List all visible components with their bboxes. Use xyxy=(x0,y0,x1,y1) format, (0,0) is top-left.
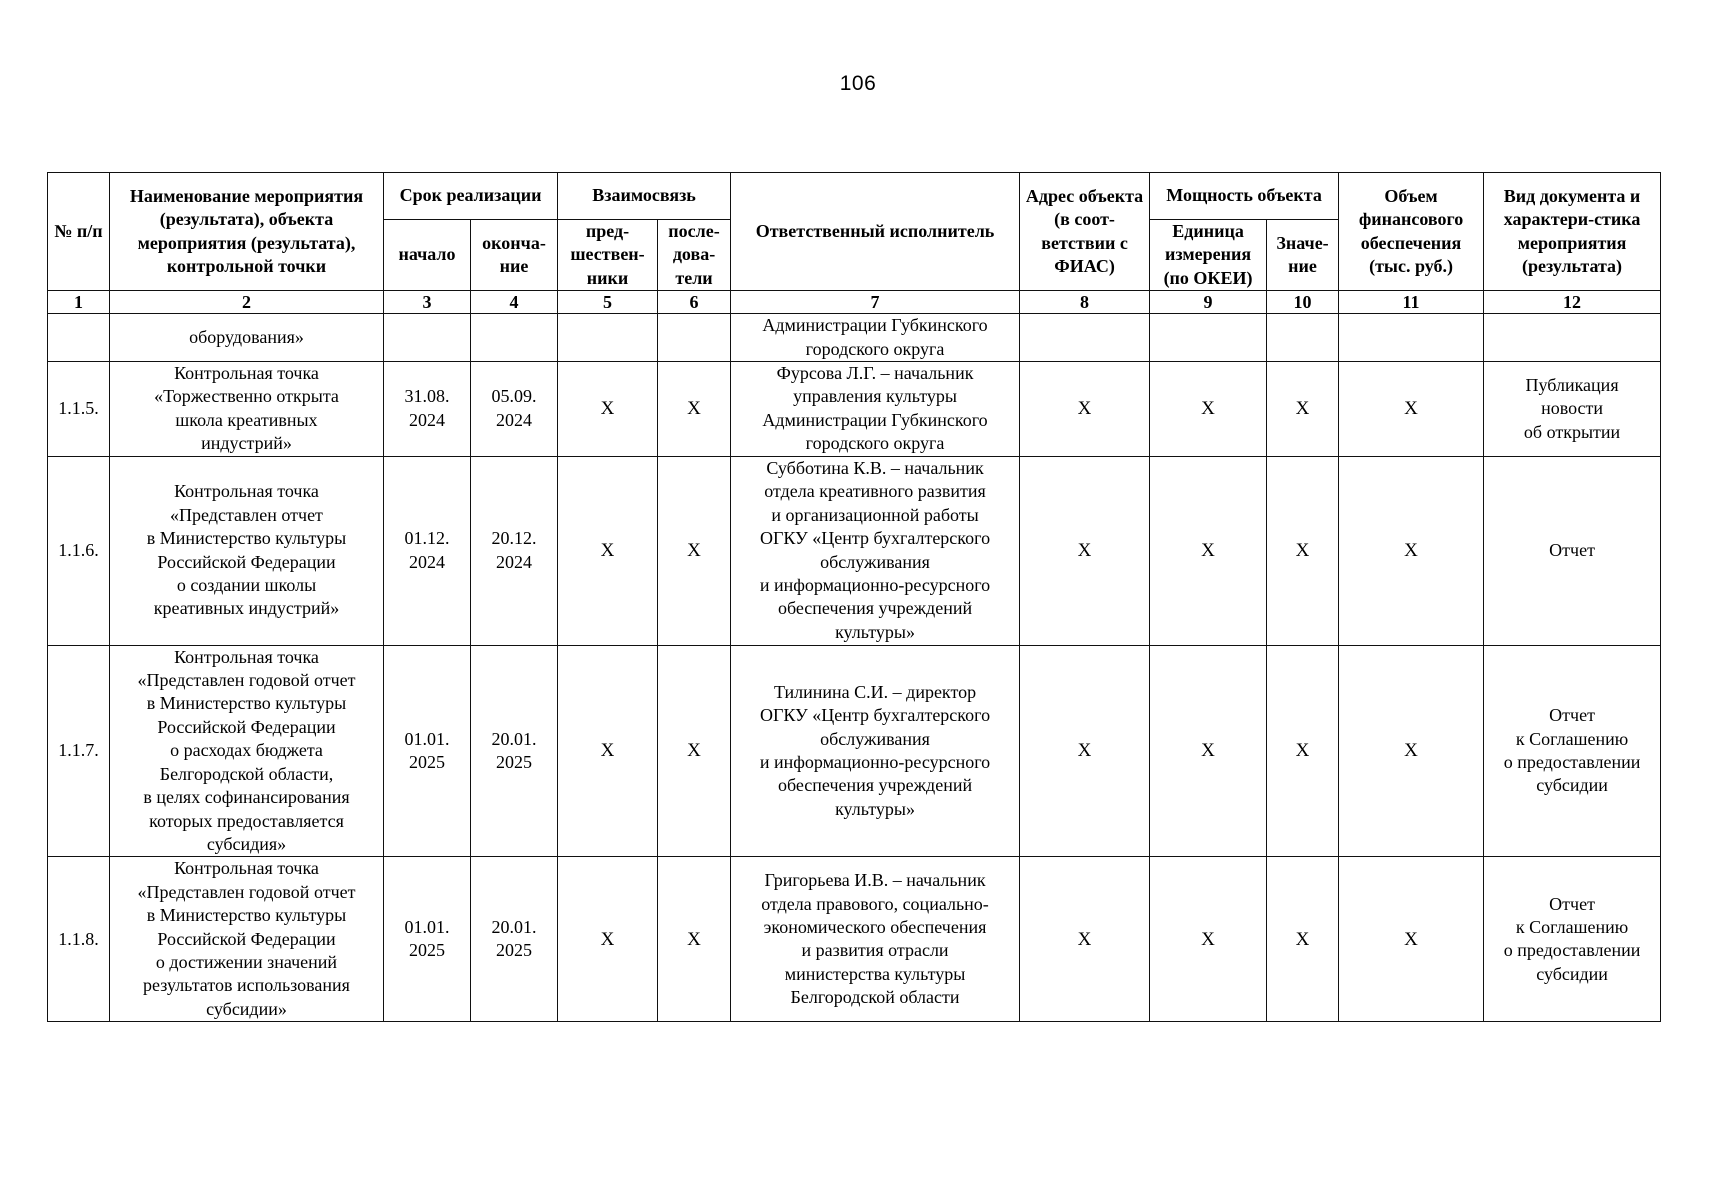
column-number: 7 xyxy=(731,291,1020,314)
header-relation: Взаимосвязь xyxy=(558,173,731,220)
row-name: Контрольная точка «Торжественно открыта школа креативных индустрий» xyxy=(110,362,384,457)
row-unit: X xyxy=(1150,456,1267,645)
header-value: Значе- ние xyxy=(1267,220,1339,291)
row-start-date: 01.12. 2024 xyxy=(384,456,471,645)
row-number xyxy=(48,314,110,362)
header-end: оконча- ние xyxy=(471,220,558,291)
row-unit: X xyxy=(1150,362,1267,457)
row-finance: X xyxy=(1339,456,1484,645)
row-responsible: Фурсова Л.Г. – начальник управления культуры Администрации Губкинского городского округа xyxy=(731,362,1020,457)
column-number: 9 xyxy=(1150,291,1267,314)
header-name: Наименование мероприятия (результата), объекта мероприятия (результата), контрольной точки xyxy=(110,173,384,291)
row-responsible: Григорьева И.В. – начальник отдела правового, социально- экономического обеспечения и развития отрасли министерства культуры Белгородской области xyxy=(731,857,1020,1022)
row-document: Отчет xyxy=(1484,456,1661,645)
row-successors: X xyxy=(658,857,731,1022)
column-number: 1 xyxy=(48,291,110,314)
table-row xyxy=(48,314,1661,362)
row-start-date: 01.01. 2025 xyxy=(384,857,471,1022)
row-address: X xyxy=(1020,857,1150,1022)
row-value: X xyxy=(1267,362,1339,457)
row-predecessors xyxy=(558,314,658,362)
row-address: X xyxy=(1020,645,1150,857)
row-document: Отчет к Соглашению о предоставлении субсидии xyxy=(1484,645,1661,857)
table-row xyxy=(48,456,1661,645)
row-number: 1.1.7. xyxy=(48,645,110,857)
header-finance: Объем финансового обеспечения (тыс. руб.) xyxy=(1339,173,1484,291)
row-name: Контрольная точка «Представлен годовой отчет в Министерство культуры Российской Федерации о достижении значений результатов использования субсидии» xyxy=(110,857,384,1022)
row-number: 1.1.8. xyxy=(48,857,110,1022)
row-number: 1.1.6. xyxy=(48,456,110,645)
row-name: Контрольная точка «Представлен отчет в Министерство культуры Российской Федерации о создании школы креативных индустрий» xyxy=(110,456,384,645)
row-predecessors: X xyxy=(558,362,658,457)
row-predecessors: X xyxy=(558,857,658,1022)
header-address: Адрес объекта (в соот-ветствии с ФИАС) xyxy=(1020,173,1150,291)
row-responsible: Тилинина С.И. – директор ОГКУ «Центр бухгалтерского обслуживания и информационно-ресурсного обеспечения учреждений культуры» xyxy=(731,645,1020,857)
header-predecessors: пред- шествен- ники xyxy=(558,220,658,291)
header-successors: после- дова- тели xyxy=(658,220,731,291)
row-successors: X xyxy=(658,362,731,457)
row-start-date xyxy=(384,314,471,362)
column-number: 10 xyxy=(1267,291,1339,314)
row-start-date: 31.08. 2024 xyxy=(384,362,471,457)
row-document: Отчет к Соглашению о предоставлении субсидии xyxy=(1484,857,1661,1022)
page-number: 106 xyxy=(839,72,877,95)
table-row xyxy=(48,857,1661,1022)
row-successors xyxy=(658,314,731,362)
row-end-date: 20.12. 2024 xyxy=(471,456,558,645)
column-number: 4 xyxy=(471,291,558,314)
column-number: 2 xyxy=(110,291,384,314)
row-address: X xyxy=(1020,362,1150,457)
column-number: 5 xyxy=(558,291,658,314)
header-num: № п/п xyxy=(48,173,110,291)
implementation-plan-table xyxy=(47,172,1661,1022)
row-finance: X xyxy=(1339,857,1484,1022)
row-responsible: Администрации Губкинского городского округа xyxy=(731,314,1020,362)
row-address: X xyxy=(1020,456,1150,645)
column-number: 11 xyxy=(1339,291,1484,314)
row-successors: X xyxy=(658,645,731,857)
row-responsible: Субботина К.В. – начальник отдела креативного развития и организационной работы ОГКУ «Центр бухгалтерского обслуживания и информационно-ресурсного обеспечения учреждений культуры» xyxy=(731,456,1020,645)
row-finance: X xyxy=(1339,362,1484,457)
row-number: 1.1.5. xyxy=(48,362,110,457)
row-finance xyxy=(1339,314,1484,362)
row-document: Публикация новости об открытии xyxy=(1484,362,1661,457)
row-value: X xyxy=(1267,645,1339,857)
row-unit: X xyxy=(1150,645,1267,857)
row-start-date: 01.01. 2025 xyxy=(384,645,471,857)
header-doctype: Вид документа и характери-стика мероприятия (результата) xyxy=(1484,173,1661,291)
column-number: 8 xyxy=(1020,291,1150,314)
header-capacity: Мощность объекта xyxy=(1150,173,1339,220)
table-row xyxy=(48,362,1661,457)
header-responsible: Ответственный исполнитель xyxy=(731,173,1020,291)
row-unit xyxy=(1150,314,1267,362)
header-period: Срок реализации xyxy=(384,173,558,220)
header-unit: Единица измерения (по ОКЕИ) xyxy=(1150,220,1267,291)
column-number: 12 xyxy=(1484,291,1661,314)
row-value xyxy=(1267,314,1339,362)
column-number: 3 xyxy=(384,291,471,314)
row-end-date xyxy=(471,314,558,362)
table-row xyxy=(48,645,1661,857)
row-unit: X xyxy=(1150,857,1267,1022)
row-end-date: 20.01. 2025 xyxy=(471,857,558,1022)
header-start: начало xyxy=(384,220,471,291)
row-predecessors: X xyxy=(558,456,658,645)
row-name: оборудования» xyxy=(110,314,384,362)
row-predecessors: X xyxy=(558,645,658,857)
row-successors: X xyxy=(658,456,731,645)
row-name: Контрольная точка «Представлен годовой отчет в Министерство культуры Российской Федерации о расходах бюджета Белгородской области, в целях софинансирования которых предоставляется субсидия» xyxy=(110,645,384,857)
row-end-date: 20.01. 2025 xyxy=(471,645,558,857)
row-value: X xyxy=(1267,857,1339,1022)
column-number: 6 xyxy=(658,291,731,314)
row-finance: X xyxy=(1339,645,1484,857)
row-address xyxy=(1020,314,1150,362)
row-value: X xyxy=(1267,456,1339,645)
row-end-date: 05.09. 2024 xyxy=(471,362,558,457)
row-document xyxy=(1484,314,1661,362)
